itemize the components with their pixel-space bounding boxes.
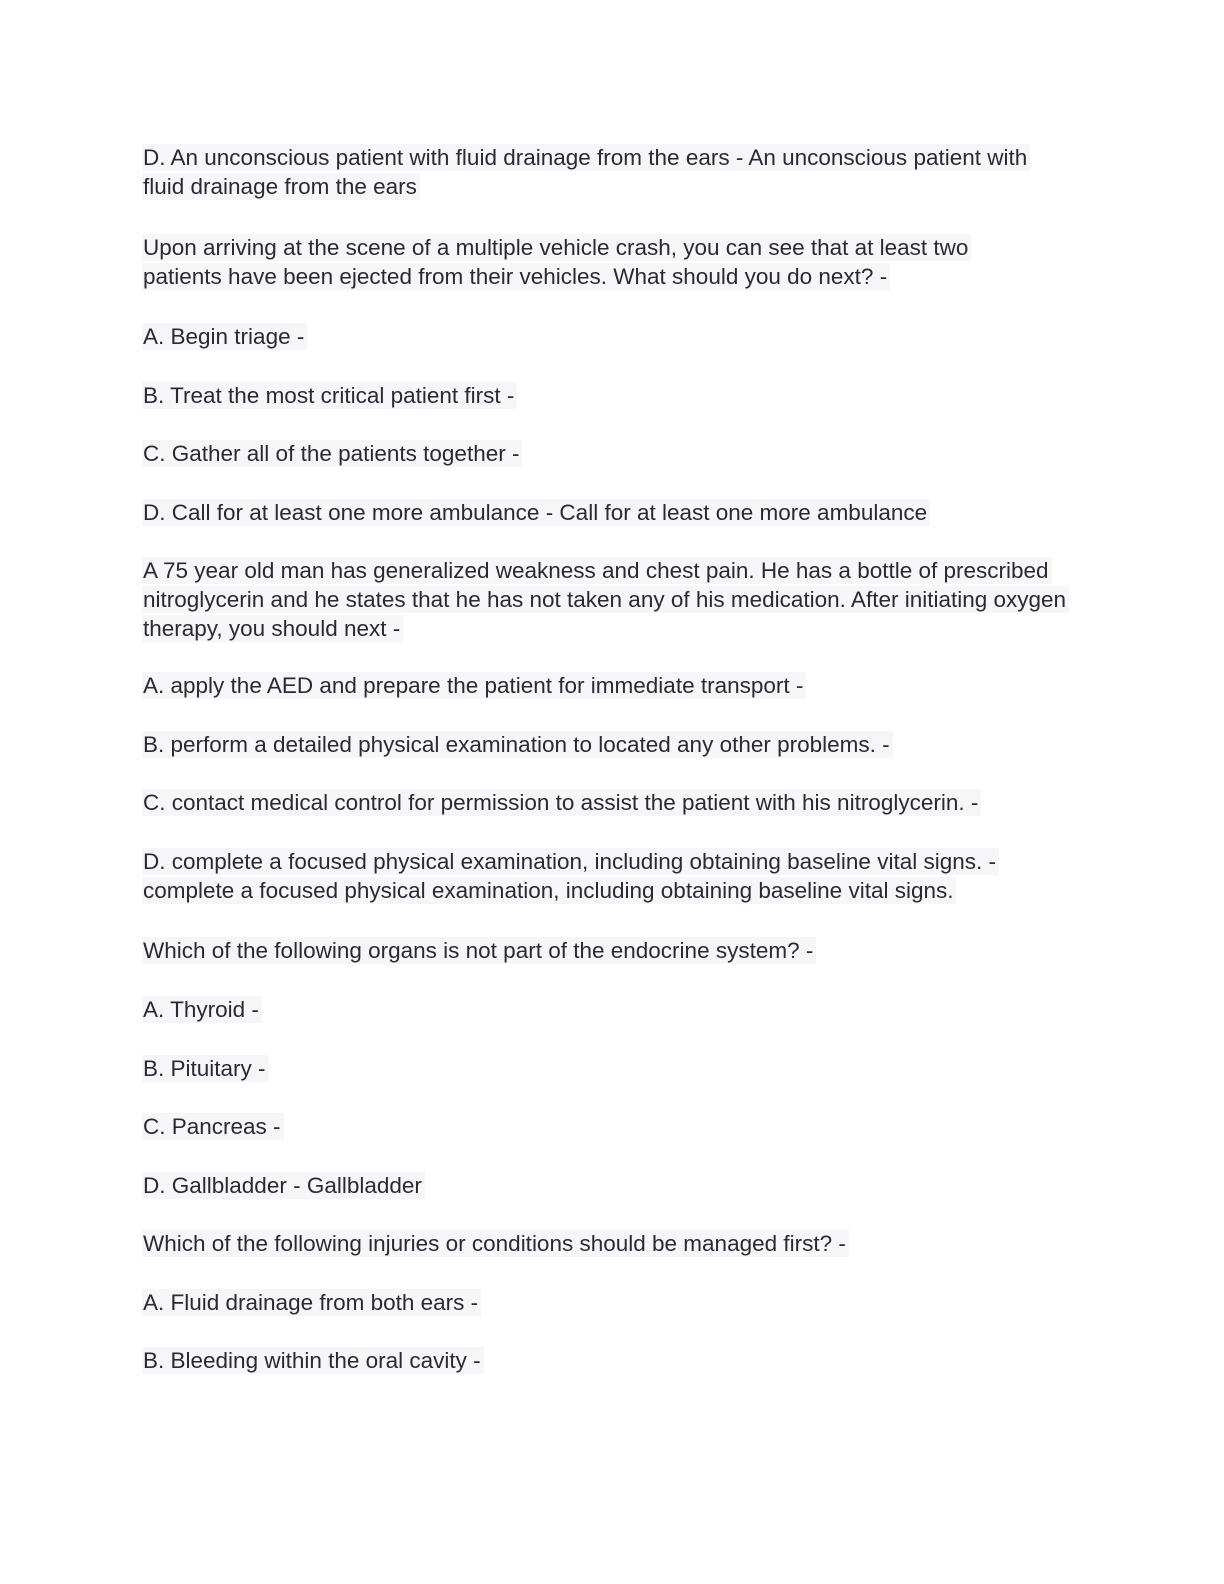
paragraph-text: A. Thyroid - (142, 996, 262, 1023)
option-paragraph (142, 498, 1102, 527)
option-paragraph (142, 671, 1082, 700)
question-paragraph (142, 556, 1082, 643)
paragraph-text: C. Gather all of the patients together - (142, 440, 522, 467)
paragraph-text: D. An unconscious patient with fluid drainage from the ears - An unconscious patient with fluid drainage from the ears (142, 144, 1030, 200)
answer-paragraph (142, 1171, 1082, 1200)
paragraph-text: A 75 year old man has generalized weakness and chest pain. He has a bottle of prescribed nitroglycerin and he states that he has not taken any of his medication. After initiating oxygen therapy, you should next - (142, 557, 1069, 642)
paragraph-text: Which of the following injuries or conditions should be managed first? - (142, 1230, 849, 1257)
paragraph-text: C. Pancreas - (142, 1113, 284, 1140)
option-paragraph (142, 322, 1082, 351)
paragraph-text: A. Begin triage - (142, 323, 307, 350)
paragraph-text: D. complete a focused physical examination, including obtaining baseline vital signs. - complete a focused physical examination, including obtaining baseline vital signs. (142, 848, 999, 904)
paragraph-text: B. perform a detailed physical examination to located any other problems. - (142, 731, 893, 758)
answer-paragraph (142, 847, 1062, 905)
paragraph-text: B. Pituitary - (142, 1055, 269, 1082)
option-paragraph (142, 439, 1082, 468)
option-paragraph (142, 381, 1082, 410)
option-paragraph (142, 1288, 1082, 1317)
paragraph-text: A. Fluid drainage from both ears - (142, 1289, 481, 1316)
paragraph-text: D. Gallbladder - Gallbladder (142, 1172, 425, 1199)
paragraph-text: D. Call for at least one more ambulance - Call for at least one more ambulance (142, 499, 930, 526)
option-paragraph (142, 995, 1082, 1024)
paragraph-text: B. Bleeding within the oral cavity - (142, 1347, 484, 1374)
option-paragraph (142, 1346, 1082, 1375)
paragraph-text: B. Treat the most critical patient first - (142, 382, 517, 409)
question-paragraph (142, 233, 1032, 291)
option-paragraph (142, 1054, 1082, 1083)
paragraph-text: A. apply the AED and prepare the patient for immediate transport - (142, 672, 806, 699)
option-paragraph (142, 1112, 1082, 1141)
question-paragraph (142, 936, 1082, 965)
paragraph-text: Upon arriving at the scene of a multiple vehicle crash, you can see that at least two patients have been ejected from their vehicles. What should you do next? - (142, 234, 971, 290)
paragraph-text: Which of the following organs is not part of the endocrine system? - (142, 937, 816, 964)
question-paragraph (142, 1229, 1082, 1258)
option-paragraph (142, 730, 1082, 759)
option-paragraph (142, 788, 1092, 817)
answer-paragraph (142, 143, 1042, 201)
paragraph-text: C. contact medical control for permission to assist the patient with his nitroglycerin. - (142, 789, 981, 816)
